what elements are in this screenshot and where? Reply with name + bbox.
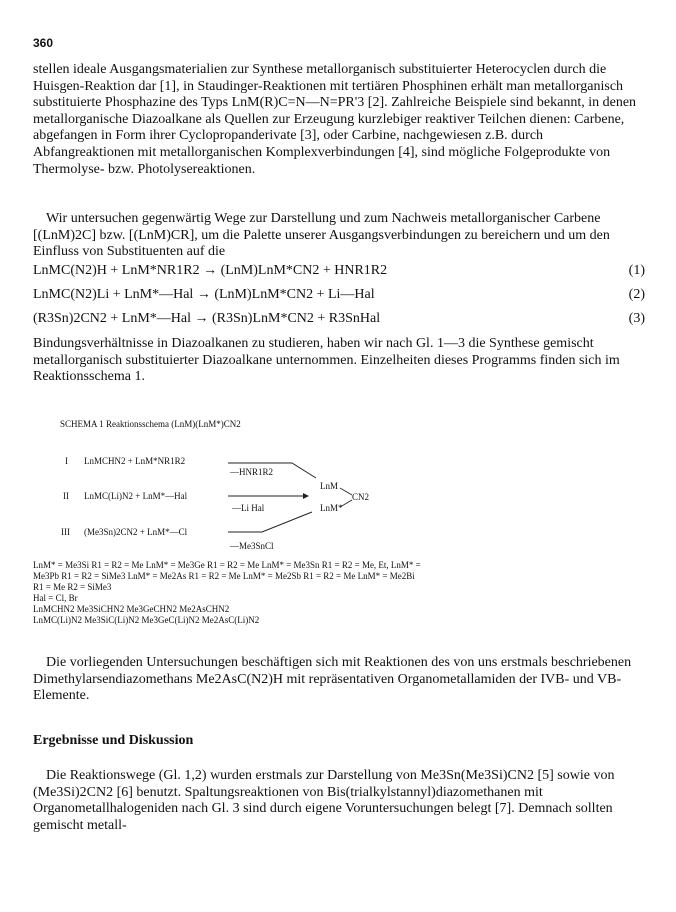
equation-3-text: (R3Sn)2CN2 + LnM*—Hal → (R3Sn)LnM*CN2 + R3SnHal — [33, 311, 381, 326]
scheme-row-1-label: I — [65, 456, 68, 466]
scheme-row-2-sub: —Li Hal — [232, 503, 265, 513]
scheme-product-bottom: LnM* — [320, 503, 343, 513]
intro-paragraph: stellen ideale Ausgangsmaterialien zur Synthese metallorganisch substituierter Heterocyclen durch die Huisgen-Reaktion dar [1], in Staudinger-Reaktionen mit tertiären Phosphinen erhält man metallorganisch substituierte Phosphazine des Typs LnM(R)C=N—N=PR'3 [2]. Zahlreiche Beispiele sind bekannt, in denen metallorganische Diazoalkane als Quellen zur Erzeugung kurzlebiger reaktiver Teilchen dienen: Carbene, abgefangen in Form ihrer Cyclopropanderivate [3], oder Carbine, nachgewiesen z.B. durch Abfangreaktionen mit metallorganischen Komplexverbindungen [4], sind mögliche Folgeprodukte von Thermolyse- bzw. Photolysereaktionen. — [33, 62, 637, 177]
legend-line-1: LnM* = Me3Si R1 = R2 = Me LnM* = Me3Ge R1 = R2 = Me LnM* = Me3Sn R1 = R2 = Me, Et, LnM* = — [33, 560, 421, 570]
arrow-row-1 — [228, 463, 316, 478]
fifth-paragraph: Die Reaktionswege (Gl. 1,2) wurden erstmals zur Darstellung von Me3Sn(Me3Si)CN2 [5] sowie von (Me3Si)2CN2 [6] benutzt. Spaltungsreaktionen von Bis(trialkylstannyl)diazomethanen mit Organometallhalogeniden nach Gl. 3 sind durch eigene Voruntersuchungen belegt [7]. Demnach sollten gemischt metall- — [33, 768, 615, 833]
scheme-row-2-label: II — [63, 491, 69, 501]
scheme-row-3-text: (Me3Sn)2CN2 + LnM*—Cl — [84, 527, 188, 537]
equation-1-text: LnMC(N2)H + LnM*NR1R2 → (LnM)LnM*CN2 + HNR1R2 — [33, 263, 388, 278]
second-paragraph: Wir untersuchen gegenwärtig Wege zur Darstellung und zum Nachweis metallorganischer Carbene [(LnM)2C] bzw. [(LnM)CR], um die Palette unserer Ausgangsverbindungen zu bereichern und um den Einfluss von Substituenten auf die — [33, 211, 610, 260]
scheme-row-3-label: III — [61, 527, 70, 537]
product-bond-bottom — [340, 500, 352, 507]
legend-line-2: Me3Pb R1 = R2 = SiMe3 LnM* = Me2As R1 = R2 = Me LnM* = Me2Sb R1 = R2 = Me LnM* = Me2Bi — [33, 571, 415, 581]
scheme-row-1-text: LnMCHN2 + LnM*NR1R2 — [84, 456, 186, 466]
page-number: 360 — [33, 36, 54, 50]
product-bond-top — [340, 488, 352, 495]
third-paragraph: Bindungsverhältnisse in Diazoalkanen zu studieren, haben wir nach Gl. 1—3 die Synthese gemischt metallorganisch substituierter Diazoalkane unternommen. Einzelheiten dieses Programms finden sich im Reaktionsschema 1. — [33, 336, 620, 385]
scheme-legend — [33, 560, 645, 626]
equation-3-number: (3) — [628, 311, 645, 326]
legend-line-5: LnMCHN2 Me3SiCHN2 Me3GeCHN2 Me2AsCHN2 — [33, 604, 230, 614]
scheme-row-1-sub: —HNR1R2 — [230, 467, 274, 477]
scheme-row-3-sub: —Me3SnCl — [230, 541, 274, 551]
fourth-paragraph: Die vorliegenden Untersuchungen beschäftigen sich mit Reaktionen des von uns erstmals beschriebenen Dimethylarsendiazomethans Me2AsC(N2)H mit repräsentativen Organometallamiden der IVB- und VB-Elemente. — [33, 655, 632, 704]
equation-1-number: (1) — [628, 263, 645, 278]
legend-line-6: LnMC(Li)N2 Me3SiC(Li)N2 Me3GeC(Li)N2 Me2AsC(Li)N2 — [33, 615, 260, 625]
scheme-title: SCHEMA 1 Reaktionsschema (LnM)(LnM*)CN2 — [60, 419, 241, 429]
legend-line-3: R1 = Me R2 = SiMe3 — [33, 582, 112, 592]
scheme-product-right: CN2 — [352, 492, 370, 502]
equation-2-number: (2) — [628, 287, 645, 302]
equation-2-text: LnMC(N2)Li + LnM*—Hal → (LnM)LnM*CN2 + Li—Hal — [33, 287, 375, 302]
legend-line-4: Hal = Cl, Br — [33, 593, 78, 603]
scheme-row-2-text: LnMC(Li)N2 + LnM*—Hal — [84, 491, 188, 501]
scheme-product-top: LnM — [320, 481, 338, 491]
section-heading: Ergebnisse und Diskussion — [33, 733, 194, 748]
arrow-row-3 — [228, 512, 312, 532]
